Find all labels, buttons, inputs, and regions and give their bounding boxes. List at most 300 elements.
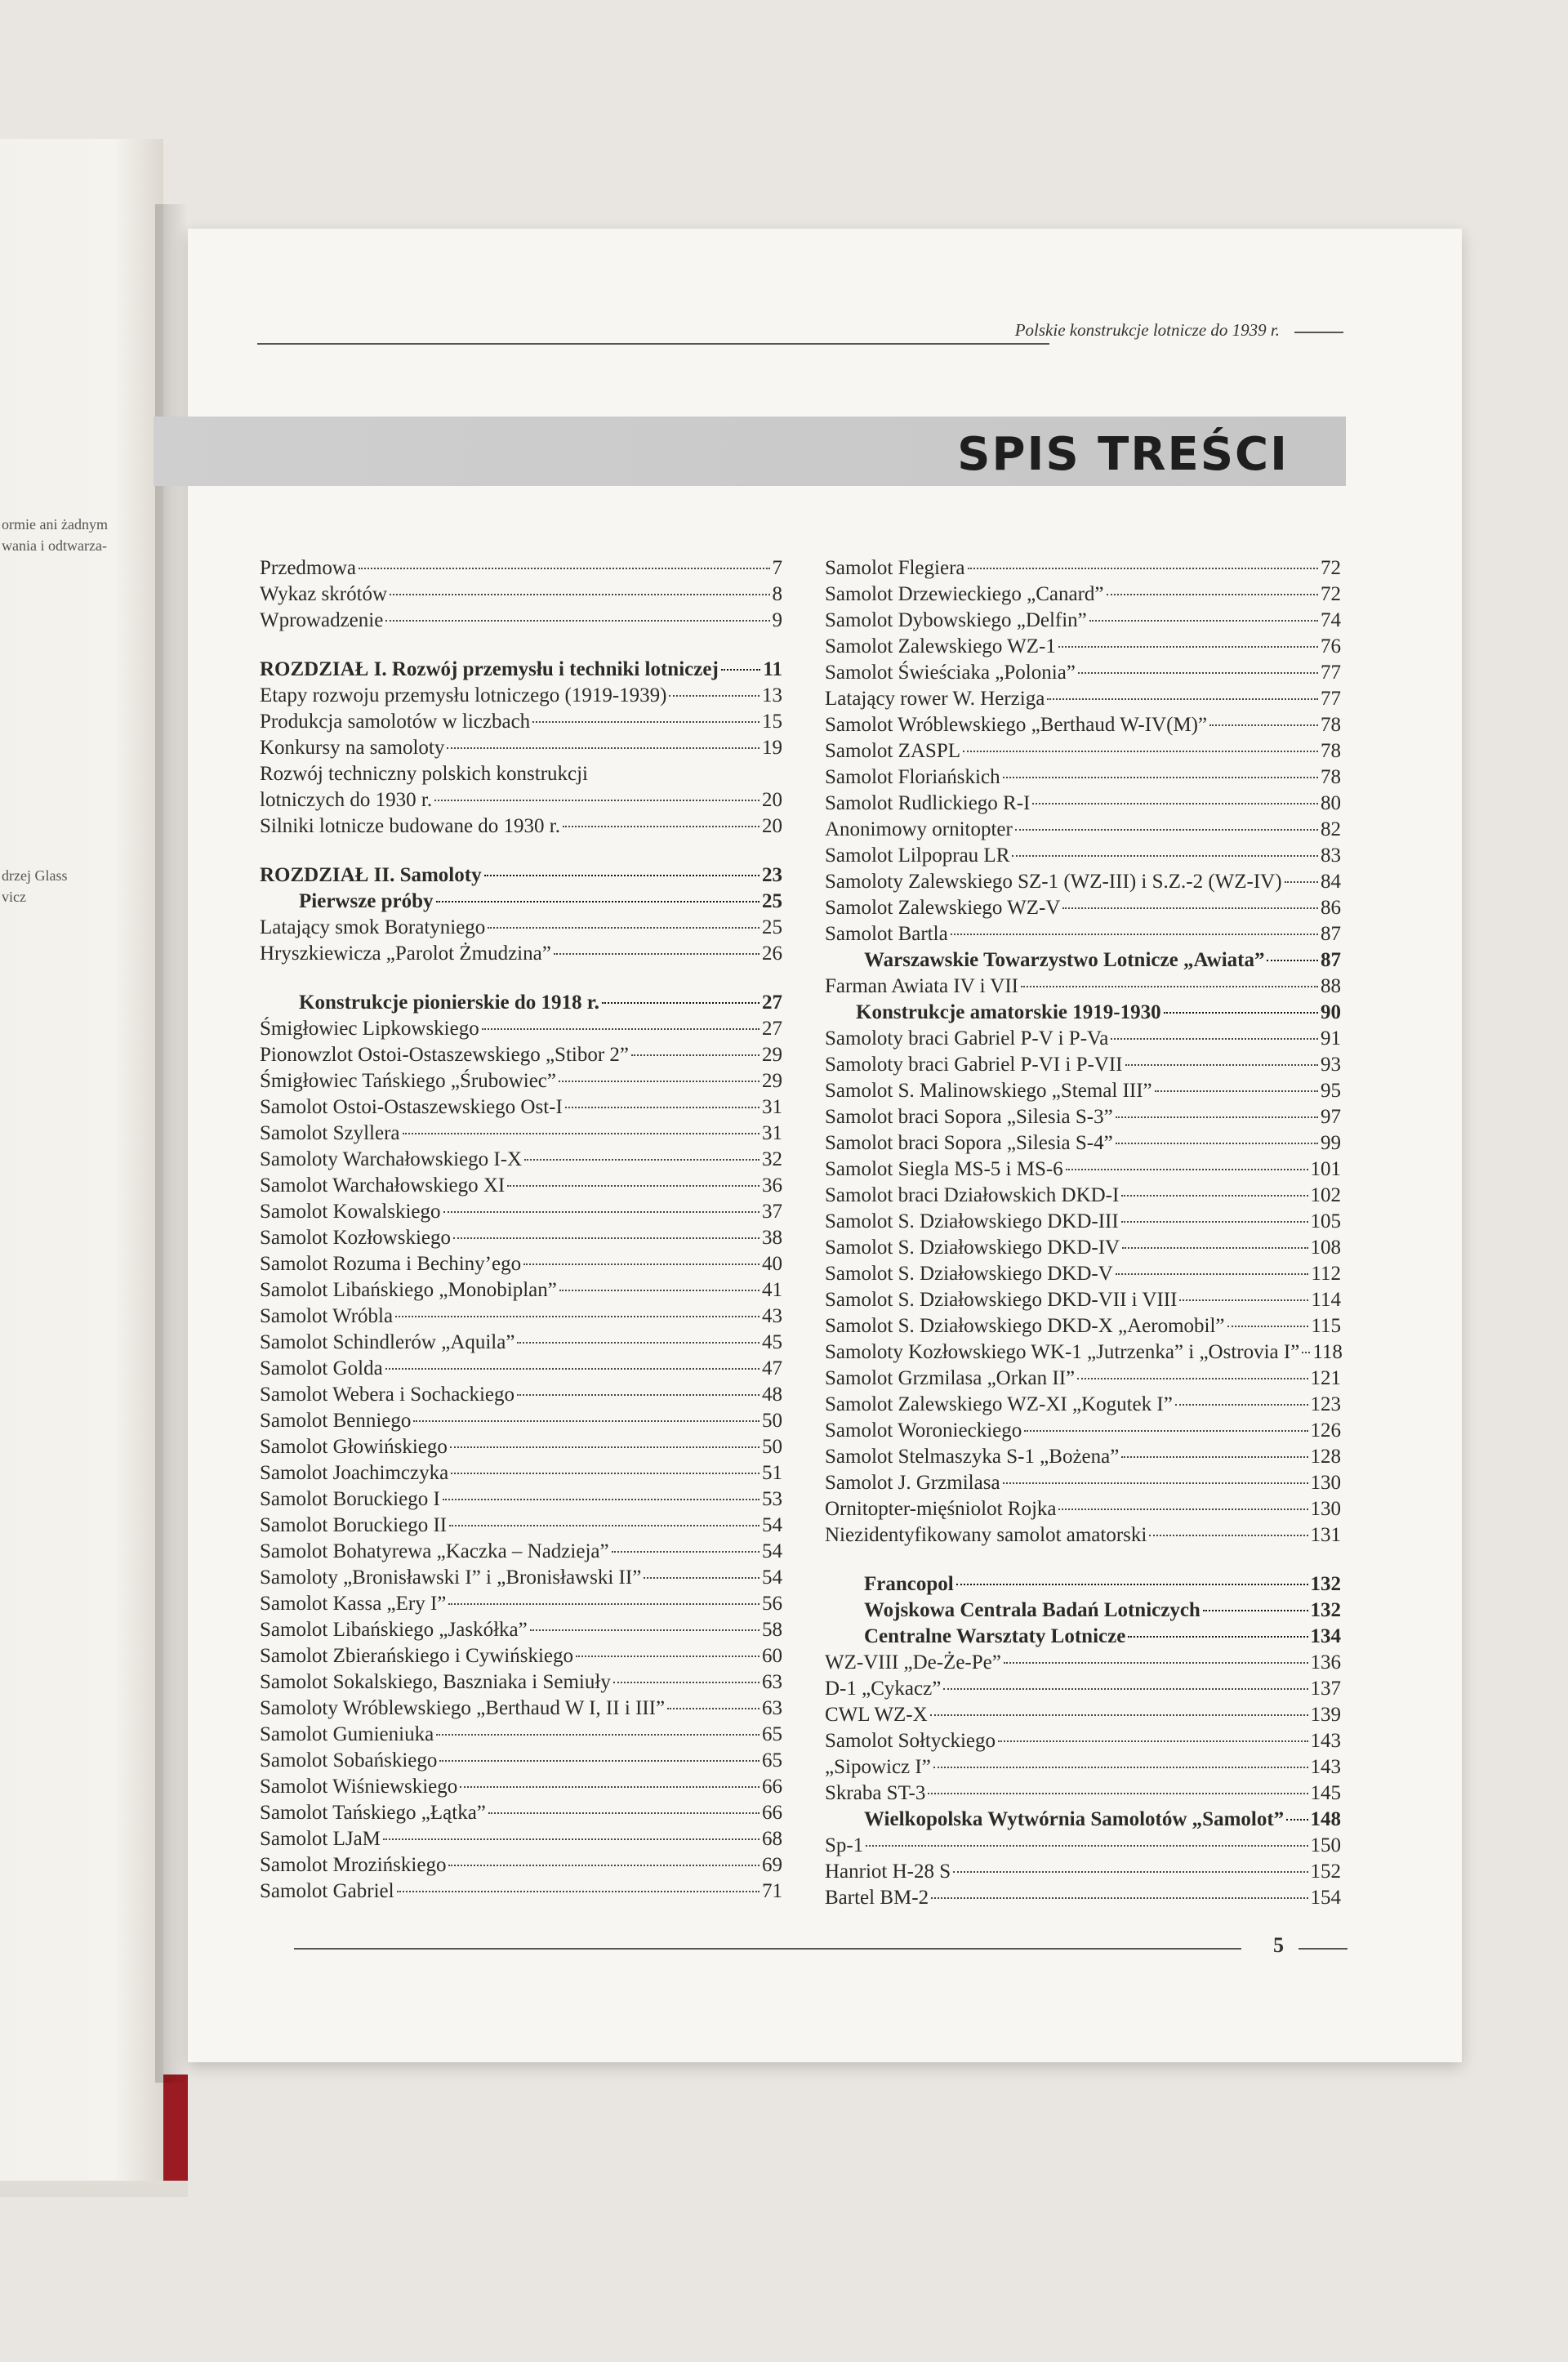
left-page-fragment: wania i odtwarza-	[2, 537, 107, 554]
toc-entry-title: Samolot Sokalskiego, Baszniaka i Semiuły	[260, 1671, 611, 1693]
toc-entry	[825, 1183, 1341, 1209]
toc-entry-title: CWL WZ-X	[825, 1704, 928, 1726]
toc-entry	[260, 761, 782, 787]
toc-leader-dots	[434, 800, 760, 801]
toc-entry-title: Samolot Wróbla	[260, 1305, 394, 1327]
toc-entry	[260, 657, 782, 683]
toc-leader-dots	[866, 1845, 1307, 1847]
toc-leader-dots	[565, 1107, 760, 1108]
toc-leader-dots	[669, 695, 760, 697]
toc-entry-page: 20	[762, 789, 782, 811]
toc-entry-page: 102	[1310, 1184, 1341, 1206]
toc-entry	[260, 1748, 782, 1774]
toc-leader-dots	[1116, 1143, 1318, 1144]
toc-leader-dots	[667, 1708, 760, 1709]
toc-entry-title: Samolot Warchałowskiego XI	[260, 1174, 506, 1197]
toc-leader-dots	[1047, 698, 1318, 700]
toc-entry-page: 45	[762, 1331, 782, 1353]
toc-entry-page: 51	[762, 1462, 782, 1484]
toc-entry-title: Etapy rozwoju przemysłu lotniczego (1919-1939)	[260, 684, 667, 706]
toc-entry	[825, 1444, 1341, 1470]
toc-entry-page: 48	[762, 1384, 782, 1406]
toc-entry-page: 80	[1321, 792, 1341, 814]
toc-gap	[260, 634, 782, 657]
toc-entry	[825, 1885, 1341, 1911]
toc-entry-title: Śmigłowiec Tańskiego „Śrubowiec”	[260, 1070, 556, 1092]
toc-entry-title: ROZDZIAŁ I. Rozwój przemysłu i techniki lotniczej	[260, 658, 719, 680]
toc-leader-dots	[1089, 620, 1318, 622]
toc-leader-dots	[1015, 829, 1318, 831]
toc-entry	[825, 1780, 1341, 1807]
toc-leader-dots	[383, 1838, 760, 1840]
toc-leader-dots	[998, 1740, 1307, 1742]
toc-entry-page: 132	[1310, 1599, 1341, 1621]
toc-entry-title: Samolot Zalewskiego WZ-V	[825, 897, 1061, 919]
toc-entry-title: ROZDZIAŁ II. Samoloty	[260, 864, 482, 886]
toc-entry-title: Samolot Kassa „Ery I”	[260, 1593, 447, 1615]
toc-leader-dots	[1077, 1378, 1307, 1379]
footer-rule	[294, 1948, 1241, 1950]
toc-entry	[825, 582, 1341, 608]
toc-entry-title: Bartel BM-2	[825, 1887, 929, 1909]
toc-entry	[825, 1104, 1341, 1130]
toc-entry-title: Samolot Świeściaka „Polonia”	[825, 662, 1076, 684]
toc-entry-title: Samolot S. Działowskiego DKD-X „Aeromobil”	[825, 1315, 1225, 1337]
toc-leader-dots	[943, 1688, 1307, 1690]
toc-entry	[260, 1539, 782, 1565]
toc-leader-dots	[1128, 1636, 1307, 1638]
title-band	[154, 417, 1346, 486]
page-number: 5	[1273, 1933, 1284, 1957]
toc-leader-dots	[931, 1897, 1307, 1899]
toc-entry-page: 123	[1310, 1393, 1341, 1415]
toc-entry-page: 93	[1321, 1054, 1341, 1076]
toc-entry-page: 63	[762, 1671, 782, 1693]
toc-entry	[260, 1669, 782, 1696]
toc-entry-title: Samolot Zalewskiego WZ-XI „Kogutek I”	[825, 1393, 1173, 1415]
toc-leader-dots	[443, 1499, 760, 1500]
toc-entry-page: 25	[762, 890, 782, 912]
toc-entry-page: 126	[1310, 1419, 1341, 1442]
toc-entry-title: Samolot Bartla	[825, 923, 948, 945]
toc-leader-dots	[1003, 1482, 1308, 1484]
toc-entry	[260, 915, 782, 941]
toc-entry	[260, 1878, 782, 1905]
toc-entry-page: 128	[1310, 1446, 1341, 1468]
toc-entry	[825, 974, 1341, 1000]
toc-entry-page: 137	[1310, 1678, 1341, 1700]
toc-entry-title: Samolot Lilpoprau LR	[825, 845, 1010, 867]
toc-leader-dots	[450, 1446, 760, 1448]
toc-entry-title: Samolot Joachimczyka	[260, 1462, 449, 1484]
toc-entry	[825, 764, 1341, 791]
toc-entry-page: 65	[762, 1749, 782, 1772]
toc-entry-page: 108	[1310, 1237, 1341, 1259]
toc-entry-title: Samolot S. Działowskiego DKD-III	[825, 1210, 1119, 1232]
toc-entry-page: 47	[762, 1357, 782, 1379]
toc-entry-title: Samolot Zbierańskiego i Cywińskiego	[260, 1645, 573, 1667]
toc-entry-title: Samolot Kowalskiego	[260, 1201, 441, 1223]
toc-entry-page: 29	[762, 1070, 782, 1092]
toc-entry-title: Samolot Wiśniewskiego	[260, 1776, 458, 1798]
toc-entry-title: Pierwsze próby	[299, 890, 434, 912]
toc-entry	[825, 1418, 1341, 1444]
toc-leader-dots	[395, 1316, 760, 1317]
toc-entry-title: Samolot Kozłowskiego	[260, 1227, 452, 1249]
toc-leader-dots	[963, 751, 1318, 752]
toc-entry-page: 43	[762, 1305, 782, 1327]
toc-entry	[260, 608, 782, 634]
toc-entry-page: 143	[1310, 1730, 1341, 1752]
toc-leader-dots	[1209, 724, 1318, 726]
toc-entry-page: 112	[1311, 1263, 1341, 1285]
toc-entry-title: Francopol	[864, 1573, 954, 1595]
toc-entry-title: Samolot Boruckiego II	[260, 1514, 448, 1536]
toc-entry-title: Przedmowa	[260, 557, 357, 579]
toc-entry	[825, 1313, 1341, 1339]
toc-leader-dots	[559, 1290, 760, 1291]
toc-leader-dots	[1267, 960, 1318, 961]
toc-entry-page: 26	[762, 943, 782, 965]
toc-entry-page: 132	[1310, 1573, 1341, 1595]
toc-entry-title: Samolot Mrozińskiego	[260, 1854, 447, 1876]
toc-leader-dots	[530, 1629, 760, 1631]
toc-leader-dots	[1078, 672, 1318, 674]
toc-entry-title: „Sipowicz I”	[825, 1756, 931, 1778]
toc-entry	[260, 889, 782, 915]
toc-entry-title: Samoloty Zalewskiego SZ-1 (WZ-III) i S.Z.-2 (WZ-IV)	[825, 871, 1282, 893]
toc-entry-page: 115	[1311, 1315, 1341, 1337]
toc-entry	[260, 1042, 782, 1068]
toc-entry	[260, 1121, 782, 1147]
toc-entry	[260, 1068, 782, 1094]
toc-entry-page: 152	[1310, 1861, 1341, 1883]
toc-entry-page: 83	[1321, 845, 1341, 867]
toc-entry-page: 87	[1321, 923, 1341, 945]
toc-entry	[825, 1052, 1341, 1078]
toc-entry-page: 91	[1321, 1027, 1341, 1050]
toc-entry-title: Samolot Woronieckiego	[825, 1419, 1022, 1442]
toc-leader-dots	[563, 826, 760, 827]
toc-entry-title: Samolot Grzmilasa „Orkan II”	[825, 1367, 1076, 1389]
toc-entry-page: 71	[762, 1880, 782, 1902]
toc-entry	[825, 1339, 1341, 1366]
toc-leader-dots	[644, 1577, 760, 1579]
toc-entry	[825, 1000, 1341, 1026]
toc-entry	[825, 1235, 1341, 1261]
toc-entry-title: Samolot Wróblewskiego „Berthaud W-IV(M)”	[825, 714, 1208, 736]
toc-entry	[825, 843, 1341, 869]
toc-entry	[825, 660, 1341, 686]
toc-entry-page: 66	[762, 1776, 782, 1798]
toc-leader-dots	[453, 1237, 760, 1239]
toc-entry	[260, 1382, 782, 1408]
toc-leader-dots	[488, 927, 760, 929]
toc-entry-page: 143	[1310, 1756, 1341, 1778]
toc-entry-page: 31	[762, 1096, 782, 1118]
toc-entry-page: 139	[1310, 1704, 1341, 1726]
toc-leader-dots	[385, 620, 769, 622]
toc-entry-page: 38	[762, 1227, 782, 1249]
toc-leader-dots	[613, 1682, 760, 1683]
toc-entry-title: Samoloty Warchałowskiego I-X	[260, 1148, 523, 1170]
toc-leader-dots	[1227, 1326, 1309, 1327]
toc-leader-dots	[413, 1420, 760, 1422]
toc-entry-page: 58	[762, 1619, 782, 1641]
toc-entry-page: 78	[1321, 766, 1341, 788]
toc-entry	[260, 1513, 782, 1539]
toc-entry-page: 65	[762, 1723, 782, 1745]
toc-leader-dots	[436, 1734, 760, 1736]
toc-entry-title: Wojskowa Centrala Badań Lotniczych	[864, 1599, 1200, 1621]
toc-leader-dots	[1107, 594, 1318, 595]
toc-leader-dots	[517, 1394, 760, 1396]
toc-entry-title: Sp-1	[825, 1834, 864, 1856]
toc-entry-page: 27	[762, 992, 782, 1014]
contents-page	[188, 229, 1462, 2062]
running-head	[257, 319, 1343, 351]
toc-leader-dots	[1121, 1456, 1307, 1458]
toc-entry-page: 53	[762, 1488, 782, 1510]
toc-entry-title: D-1 „Cykacz”	[825, 1678, 942, 1700]
toc-entry	[260, 1826, 782, 1852]
toc-entry	[825, 1702, 1341, 1728]
toc-entry	[825, 555, 1341, 582]
toc-entry-title: Produkcja samolotów w liczbach	[260, 711, 531, 733]
toc-gap	[825, 1549, 1341, 1571]
toc-entry	[260, 735, 782, 761]
toc-entry-page: 86	[1321, 897, 1341, 919]
toc-leader-dots	[403, 1133, 760, 1134]
toc-entry	[260, 1460, 782, 1486]
toc-entry-page: 66	[762, 1802, 782, 1824]
toc-entry-page: 54	[762, 1540, 782, 1562]
toc-entry	[825, 1209, 1341, 1235]
toc-leader-dots	[385, 1368, 760, 1370]
toc-entry-title: Samolot Rozuma i Bechiny’ego	[260, 1253, 522, 1275]
toc-leader-dots	[451, 1473, 760, 1474]
toc-entry	[825, 921, 1341, 947]
toc-leader-dots	[359, 568, 769, 569]
toc-leader-dots	[1164, 1012, 1318, 1014]
toc-entry-page: 90	[1321, 1001, 1341, 1023]
toc-gap	[260, 840, 782, 862]
toc-entry	[260, 1643, 782, 1669]
toc-leader-dots	[1004, 1662, 1308, 1664]
toc-entry-page: 27	[762, 1018, 782, 1040]
toc-entry-page: 130	[1310, 1498, 1341, 1520]
toc-entry-title: Samolot Rudlickiego R-I	[825, 792, 1031, 814]
toc-entry-title: Samolot Libańskiego „Monobiplan”	[260, 1279, 557, 1301]
toc-entry	[260, 1486, 782, 1513]
toc-leader-dots	[484, 875, 760, 876]
toc-entry-page: 37	[762, 1201, 782, 1223]
toc-entry	[260, 813, 782, 840]
toc-entry	[825, 1754, 1341, 1780]
toc-leader-dots	[612, 1551, 760, 1553]
toc-entry-page: 25	[762, 916, 782, 938]
toc-entry-page: 84	[1321, 871, 1341, 893]
toc-entry	[825, 947, 1341, 974]
toc-entry	[260, 683, 782, 709]
toc-entry-page: 150	[1310, 1834, 1341, 1856]
toc-entry	[260, 709, 782, 735]
toc-entry	[260, 1434, 782, 1460]
toc-entry-page: 56	[762, 1593, 782, 1615]
toc-entry-title: Samolot ZASPL	[825, 740, 960, 762]
toc-entry-title: Samolot Golda	[260, 1357, 383, 1379]
toc-entry-page: 118	[1312, 1341, 1343, 1363]
toc-entry-page: 40	[762, 1253, 782, 1275]
toc-entry-title: Silniki lotnicze budowane do 1930 r.	[260, 815, 561, 837]
toc-leader-dots	[436, 901, 760, 902]
toc-entry-page: 121	[1310, 1367, 1341, 1389]
toc-entry-page: 95	[1321, 1080, 1341, 1102]
toc-entry-page: 87	[1321, 949, 1341, 971]
toc-entry-title: Skraba ST-3	[825, 1782, 926, 1804]
toc-entry	[825, 791, 1341, 817]
toc-entry	[260, 1330, 782, 1356]
toc-entry-page: 101	[1310, 1158, 1341, 1180]
toc-leader-dots	[447, 747, 760, 749]
toc-entry-title: Samolot Webera i Sochackiego	[260, 1384, 515, 1406]
toc-entry	[260, 555, 782, 582]
toc-entry-page: 60	[762, 1645, 782, 1667]
toc-entry-page: 99	[1321, 1132, 1341, 1154]
toc-entry-page: 154	[1310, 1887, 1341, 1909]
toc-gap	[260, 967, 782, 990]
toc-entry-page: 32	[762, 1148, 782, 1170]
toc-entry-title: Samoloty braci Gabriel P-V i P-Va	[825, 1027, 1109, 1050]
toc-entry-page: 72	[1321, 583, 1341, 605]
toc-entry-page: 11	[763, 658, 782, 680]
toc-entry-title: Ornitopter-mięśniolot Rojka	[825, 1498, 1057, 1520]
toc-entry	[260, 941, 782, 967]
toc-entry	[260, 1016, 782, 1042]
toc-entry-page: 54	[762, 1514, 782, 1536]
toc-entry-page: 148	[1310, 1808, 1341, 1830]
toc-leader-dots	[602, 1002, 760, 1004]
toc-entry	[825, 1078, 1341, 1104]
toc-entry	[260, 1173, 782, 1199]
toc-entry-title: Samolot braci Działowskich DKD-I	[825, 1184, 1120, 1206]
toc-leader-dots	[1179, 1299, 1308, 1301]
toc-entry	[825, 1366, 1341, 1392]
toc-entry	[260, 1251, 782, 1277]
toc-entry-title: Samoloty Kozłowskiego WK-1 „Jutrzenka” i „Ostrovia I”	[825, 1341, 1300, 1363]
toc-entry-title: Samolot Siegla MS-5 i MS-6	[825, 1158, 1063, 1180]
toc-entry	[825, 712, 1341, 738]
binding-shadow	[155, 204, 188, 2083]
toc-leader-dots	[1111, 1038, 1318, 1040]
toc-entry-title: Warszawskie Towarzystwo Lotnicze „Awiata”	[864, 949, 1265, 971]
toc-entry-page: 77	[1321, 688, 1341, 710]
toc-leader-dots	[1175, 1404, 1308, 1406]
running-head-rule-right	[1294, 332, 1343, 333]
toc-entry-title: Samolot Zalewskiego WZ-1	[825, 635, 1056, 657]
toc-entry	[825, 1130, 1341, 1156]
toc-entry-page: 20	[762, 815, 782, 837]
toc-leader-dots	[1122, 1247, 1307, 1249]
toc-leader-dots	[523, 1263, 760, 1265]
page-footer	[294, 1932, 1348, 1964]
toc-entry-title: Samolot S. Malinowskiego „Stemal III”	[825, 1080, 1152, 1102]
toc-entry-page: 82	[1321, 818, 1341, 840]
toc-entry	[825, 1624, 1341, 1650]
left-page	[0, 139, 163, 2181]
running-head-text: Polskie konstrukcje lotnicze do 1939 r.	[1014, 320, 1280, 340]
toc-leader-dots	[488, 1812, 760, 1814]
toc-entry	[825, 1650, 1341, 1676]
toc-leader-dots	[532, 721, 760, 723]
toc-entry-title: Samolot Tańskiego „Łątka”	[260, 1802, 486, 1824]
toc-entry-title: Samolot Szyllera	[260, 1122, 400, 1144]
toc-entry	[260, 787, 782, 813]
toc-entry-title: Samolot Drzewieckiego „Canard”	[825, 583, 1104, 605]
toc-entry-title: Centralne Warsztaty Lotnicze	[864, 1625, 1126, 1647]
toc-entry-page: 72	[1321, 557, 1341, 579]
toc-entry	[825, 1571, 1341, 1598]
toc-leader-dots	[524, 1159, 760, 1161]
toc-entry-title: lotniczych do 1930 r.	[260, 789, 433, 811]
toc-entry-page: 36	[762, 1174, 782, 1197]
toc-entry	[260, 1225, 782, 1251]
toc-entry-page: 88	[1321, 975, 1341, 997]
toc-entry-page: 9	[772, 609, 782, 631]
toc-leader-dots	[1032, 803, 1318, 804]
toc-entry	[260, 1591, 782, 1617]
toc-leader-dots	[1003, 777, 1318, 778]
toc-entry	[825, 1026, 1341, 1052]
toc-entry-page: 130	[1310, 1472, 1341, 1494]
toc-leader-dots	[968, 568, 1319, 569]
toc-entry	[260, 1304, 782, 1330]
toc-entry	[260, 1617, 782, 1643]
toc-leader-dots	[631, 1054, 760, 1056]
toc-leader-dots	[397, 1891, 760, 1892]
left-page-fragment: ormie ani żadnym	[2, 516, 108, 533]
toc-entry-page: 50	[762, 1436, 782, 1458]
toc-entry	[825, 869, 1341, 895]
toc-entry-page: 97	[1321, 1106, 1341, 1128]
toc-entry-title: Samolot Schindlerów „Aquila”	[260, 1331, 515, 1353]
toc-entry-page: 13	[762, 684, 782, 706]
toc-entry-title: Konstrukcje amatorskie 1919-1930	[856, 1001, 1161, 1023]
toc-entry-page: 77	[1321, 662, 1341, 684]
toc-entry	[260, 1147, 782, 1173]
toc-entry-page: 8	[772, 583, 782, 605]
toc-entry	[260, 1800, 782, 1826]
toc-entry-title: Samolot S. Działowskiego DKD-V	[825, 1263, 1113, 1285]
toc-entry	[825, 1470, 1341, 1496]
page-title: SPIS TREŚCI	[957, 428, 1289, 481]
toc-entry-title: Niezidentyfikowany samolot amatorski	[825, 1524, 1147, 1546]
toc-column-left	[260, 555, 782, 1905]
toc-leader-dots	[1121, 1195, 1307, 1197]
toc-entry-title: Samoloty Wróblewskiego „Berthaud W I, II i III”	[260, 1697, 666, 1719]
toc-entry-page: 63	[762, 1697, 782, 1719]
toc-leader-dots	[1285, 881, 1318, 883]
toc-leader-dots	[1062, 907, 1318, 909]
toc-entry-title: Samolot Ostoi-Ostaszewskiego Ost-I	[260, 1096, 563, 1118]
toc-entry-title: Samolot Sołtyckiego	[825, 1730, 996, 1752]
toc-column-right	[825, 555, 1341, 1911]
toc-leader-dots	[1021, 986, 1318, 987]
toc-leader-dots	[1302, 1352, 1310, 1353]
toc-entry-title: Samoloty braci Gabriel P-VI i P-VII	[825, 1054, 1123, 1076]
toc-entry-page: 54	[762, 1566, 782, 1589]
toc-leader-dots	[1116, 1273, 1309, 1275]
